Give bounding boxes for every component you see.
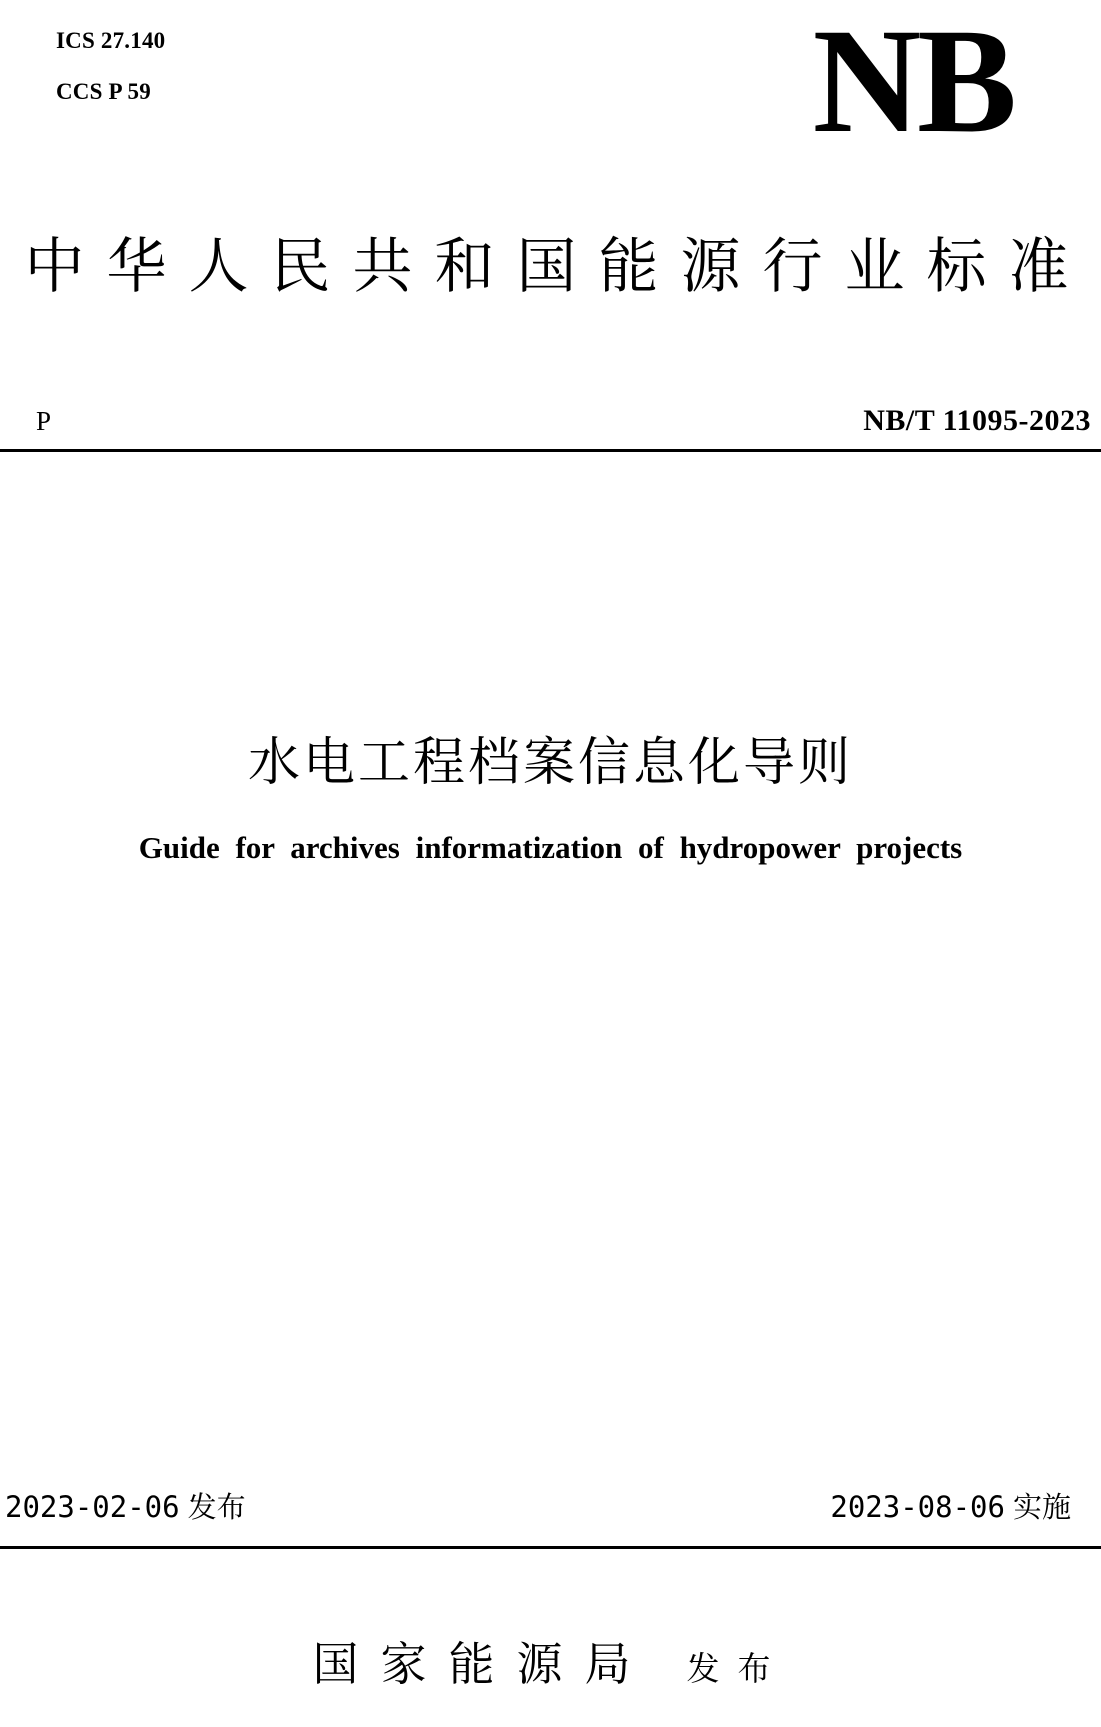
ccs-code: CCS P 59 [56, 79, 151, 104]
issuer-name: 国家能源局 [312, 1637, 653, 1691]
document-title-chinese: 水电工程档案信息化导则 [247, 733, 853, 793]
issuer-action: 发布 [686, 1649, 789, 1688]
top-divider [0, 449, 1101, 452]
document-title-english: Guide for archives informatization of hydropower projects [138, 830, 963, 865]
issuer-line [0, 1628, 1101, 1694]
effective-date-line [830, 1485, 1071, 1526]
issue-label: 发布 [187, 1490, 246, 1524]
standard-title: 中华人民共和国能源行业标准 [24, 232, 1091, 302]
ics-code: ICS 27.140 [56, 28, 166, 53]
bottom-divider [0, 1546, 1101, 1549]
issue-date-line [5, 1485, 246, 1526]
issue-date: 2023-02-06 [5, 1490, 180, 1524]
effective-date: 2023-08-06 [830, 1490, 1005, 1524]
standard-number: NB/T 11095-2023 [863, 404, 1091, 437]
effective-label: 实施 [1012, 1490, 1071, 1524]
classification-code: P [36, 406, 52, 436]
nb-logo: NB [812, 0, 1013, 164]
